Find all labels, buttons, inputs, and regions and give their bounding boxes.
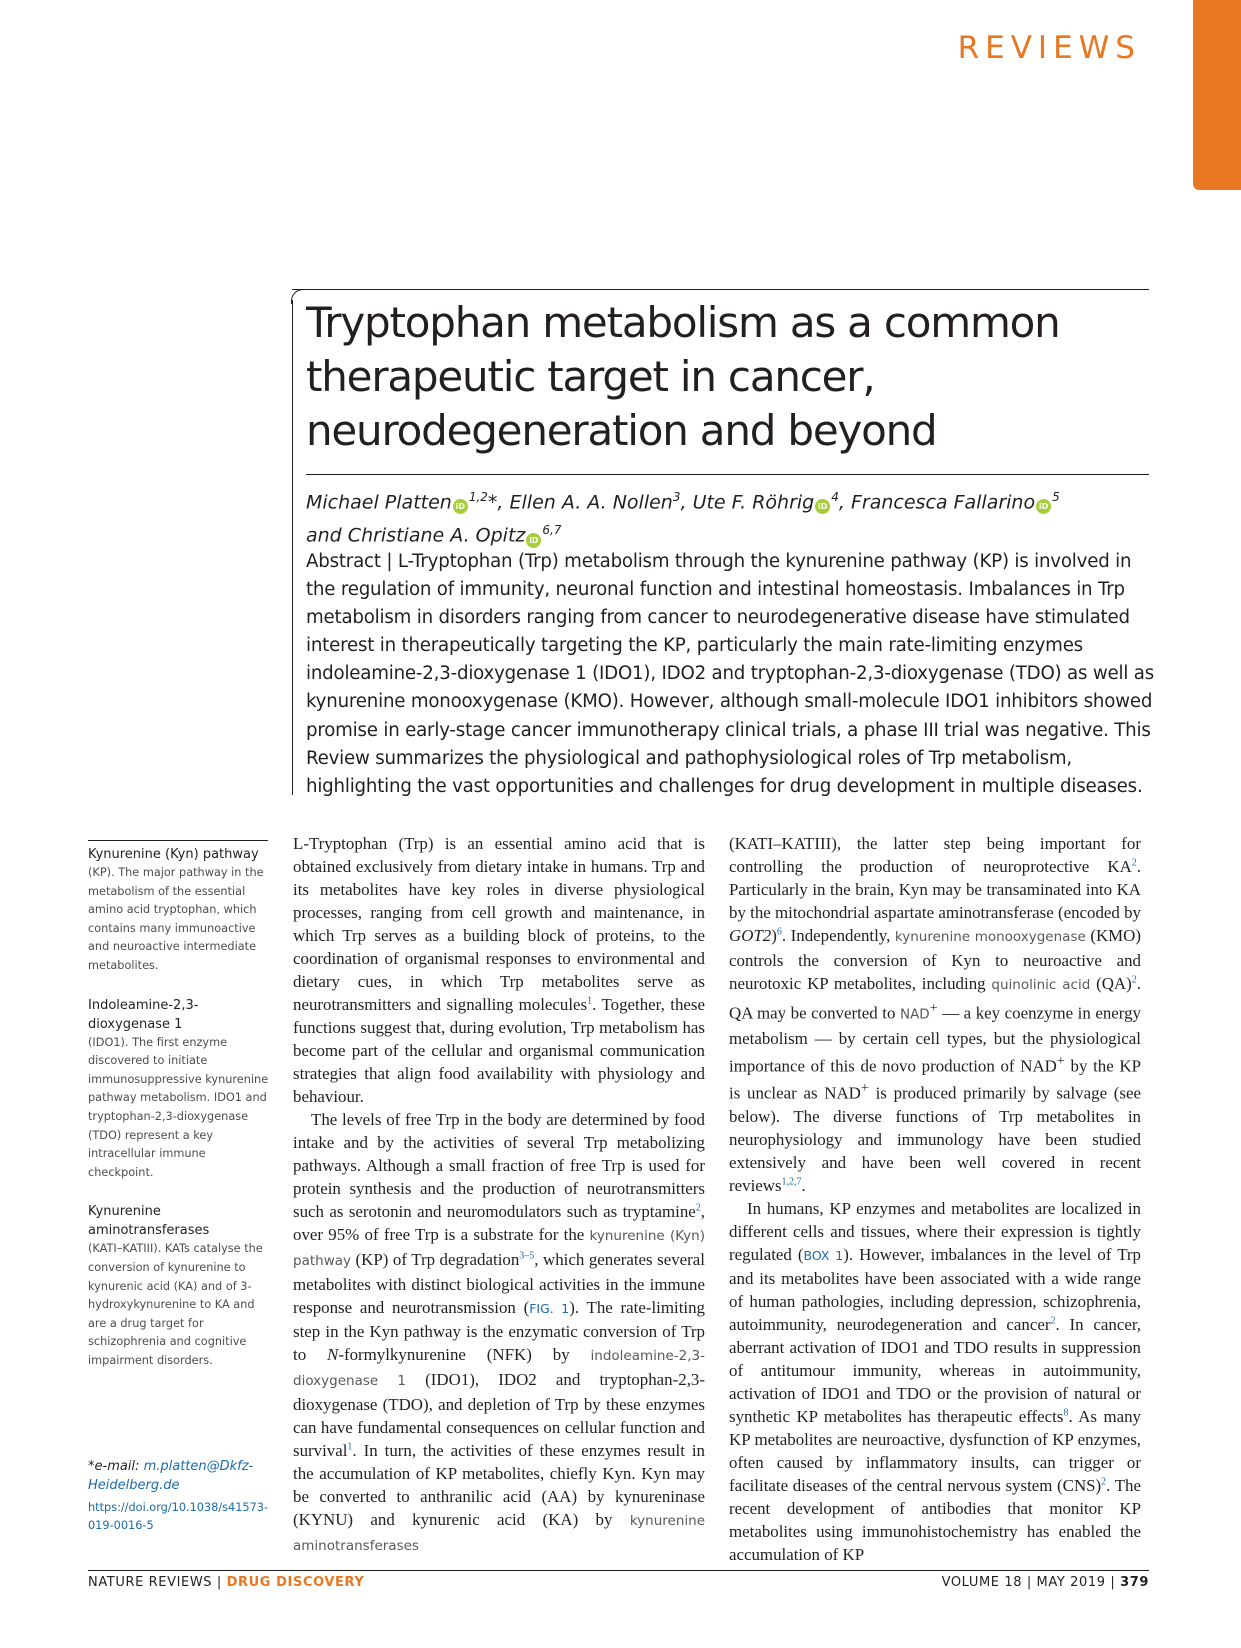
glossary-entry [88, 996, 273, 1183]
email-label: *e-mail: [88, 1459, 144, 1474]
author-name[interactable]: Christiane A. Opitz [347, 524, 526, 547]
citation-ref[interactable]: 1,2,7 [781, 1176, 802, 1188]
abstract-label: Abstract [306, 551, 381, 572]
glossary-definition: (IDO1). The first enzyme discovered to initiate immunosuppressive kynurenine pathway metabolism. IDO1 and tryptophan-2,3-dioxygenase (TDO) represent a key intracellular immune checkpoint. [88, 1035, 269, 1179]
glossary-term: Kynurenine aminotransferases [88, 1204, 210, 1239]
title-underline [306, 474, 1149, 475]
author-name[interactable]: Francesca Fallarino [850, 491, 1036, 514]
glossary-definition: (KP). The major pathway in the metabolism of the essential amino acid tryptophan, which contains many immunoactive and neuroactive intermediate metabolites. [88, 866, 264, 972]
title-top-rule [292, 289, 1149, 290]
abstract-text: L-Tryptophan (Trp) metabolism through the kynurenine pathway (KP) is involved in the regulation of immunity, neuronal function and intestinal homeostasis. Imbalances in Trp metabolism in disorders ranging from cancer to neurodegenerative disease have stimulated interest in therapeutically targeting the KP, particularly the main rate-limiting enzymes indoleamine-2,3-dioxygenase 1 (IDO1), IDO2 and tryptophan-2,3-dioxygenase (TDO) as well as kynurenine monooxygenase (KMO). However, although small-molecule IDO1 inhibitors showed promise in early-stage cancer immunotherapy clinical trials, a phase III trial was negative. This Review summarizes the physiological and pathophysiological roles of Trp metabolism, highlighting the vast opportunities and challenges for drug development in multiple diseases. [306, 551, 1155, 797]
glossary-definition: (KATI–KATIII). KATs catalyse the conversion of kynurenine to kynurenic acid (KA) and of 3-hydroxykynurenine to KA and are a drug target for schizophrenia and cognitive impairment disorders. [88, 1242, 263, 1367]
glossary-term-link[interactable]: quinolinic acid [991, 977, 1091, 993]
citation-ref[interactable]: 2 [1101, 1476, 1107, 1488]
glossary-term: Kynurenine (Kyn) pathway [88, 847, 259, 862]
title-left-rule [292, 300, 293, 795]
glossary-term-link[interactable]: kynurenine monooxygenase [894, 929, 1086, 945]
footer-issue: VOLUME 18 | MAY 2019 | 379 [941, 1575, 1149, 1590]
citation-ref[interactable]: 1 [347, 1441, 353, 1453]
page-number: 379 [1120, 1575, 1149, 1590]
email-line [88, 1457, 278, 1495]
doi-link[interactable]: https://doi.org/10.1038/s41573-019-0016-5 [88, 1501, 269, 1532]
journal-name: NATURE REVIEWS [88, 1575, 213, 1590]
citation-ref[interactable]: 2 [1131, 974, 1137, 986]
footer-journal: NATURE REVIEWS | DRUG DISCOVERY [88, 1575, 365, 1590]
body-paragraph: (KATI–KATIII), the latter step being important for controlling the production of neuroprotective KA$^2$. Particularly in the brain, Kyn may be transaminated into KA by the mitochondrial aspartate aminotransferase (encoded by GOT2)$^6$. Independently, kynurenine monooxygenase (KMO) controls the conversion of Kyn to neuroactive and neurotoxic KP metabolites, including quinolinic acid (QA)$^2$. QA may be converted to NAD+ — a key coenzyme in energy metabolism — by certain cell types, but the physiological importance of this de novo production of NAD+ by the KP is unclear as NAD+ is produced primarily by salvage (see below). The diverse functions of Trp metabolites in neurophysiology and immunology have been studied extensively and have been well covered in recent reviews$^{1,2,7}$. [729, 834, 1142, 1195]
article-title: Tryptophan metabolism as a common therapeutic target in cancer, neurodegeneration and beyond [306, 298, 1060, 455]
body-paragraph: The levels of free Trp in the body are determined by food intake and by the activities of several Trp metabolizing pathways. Although a small fraction of free Trp is used for protein synthesis and the production of neurotransmitters such as serotonin and neuromodulators such as tryptamine$^2$, over 95% of free Trp is a substrate for the kynurenine (Kyn) pathway (KP) of Trp degradation$^{3-5}$, which generates several metabolites with distinct biological activities in the immune response and neurotransmission (FIG. 1). The rate-limiting step in the Kyn pathway is the enzymatic conversion of Trp to N-formylkynurenine (NFK) by indoleamine-2,3-dioxygenase 1 (IDO1), IDO2 and tryptophan-2,3-dioxygenase (TDO), and depletion of Trp by these enzymes can have fundamental consequences on cellular function and survival$^1$. In turn, the activities of these enzymes result in the accumulation of KP metabolites, chiefly Kyn. Kyn may be converted to anthranilic acid (AA) by kynureninase (KYNU) and kynurenic acid (KA) by kynurenine aminotransferases [293, 1110, 705, 1554]
citation-ref[interactable]: 2 [1131, 857, 1137, 869]
journal-section: DRUG DISCOVERY [226, 1575, 365, 1590]
glossary-term-link[interactable]: NAD [899, 1006, 930, 1023]
author-affiliation: 6,7 [542, 523, 562, 538]
correspondence-block [88, 1457, 278, 1535]
section-label: REVIEWS [957, 30, 1141, 66]
footer-rule [88, 1570, 1149, 1571]
glossary-rule [88, 840, 268, 841]
author-name[interactable]: Michael Platten [306, 491, 452, 514]
figure-ref[interactable]: FIG. 1 [529, 1301, 570, 1316]
body-column-2 [729, 832, 1141, 1566]
box-ref[interactable]: BOX 1 [803, 1247, 844, 1263]
glossary-entry [88, 1202, 273, 1370]
citation-ref[interactable]: 2 [1050, 1315, 1056, 1327]
citation-ref[interactable]: 1 [587, 995, 593, 1007]
orcid-icon[interactable]: iD [815, 499, 830, 514]
body-column-1 [293, 832, 705, 1558]
page-footer [88, 1575, 1149, 1599]
volume: VOLUME 18 [941, 1575, 1023, 1590]
body-paragraph: L-Tryptophan (Trp) is an essential amino acid that is obtained exclusively from dietary intake in humans. Trp and its metabolites have key roles in diverse physiological processes, ranging from cell growth and maintenance, in which Trp serves as a building block of proteins, to the coordination of organismal responses to environmental and dietary cues, in which Trp metabolites serve as neurotransmitters and signalling molecules$^1$. Together, these functions suggest that, during evolution, Trp metabolism has become part of the cellular and organismal communication strategies that align food availability with physiology and behaviour. [293, 834, 706, 1106]
corresponding-mark: * [487, 491, 498, 514]
citation-ref[interactable]: 8 [1063, 1407, 1069, 1419]
citation-ref[interactable]: 6 [776, 926, 782, 938]
email-link[interactable]: m.platten@Dkfz-Heidelberg.de [88, 1459, 254, 1493]
orcid-icon[interactable]: iD [526, 533, 541, 548]
author-affiliation: 3 [672, 490, 681, 504]
citation-ref[interactable]: 3–5 [519, 1250, 535, 1262]
author-affiliation: 5 [1052, 490, 1060, 504]
author-name[interactable]: Ellen A. A. Nollen [509, 491, 673, 514]
author-name[interactable]: Ute F. Röhrig [692, 491, 815, 514]
glossary-entry [88, 840, 273, 976]
author-list: Michael Platten iD$^{1,2}$*, Ellen A. A. Nollen$^3$, Ute F. Röhrig $iD^4$, Francesca Fallarino $iD^5$ and Christiane A. Opitz iD$^{6,7}$ [306, 490, 1060, 547]
glossary-sidebar [88, 840, 273, 1390]
author-affiliation: 4 [831, 490, 839, 504]
issue-date: MAY 2019 [1036, 1575, 1106, 1590]
glossary-term-link[interactable]: indoleamine-2,3-dioxygenase 1 [293, 1348, 705, 1389]
body-paragraph: In humans, KP enzymes and metabolites are localized in different cells and tissues, where their expression is tightly regulated (BOX 1). However, imbalances in the level of Trp and its metabolites have been associated with a wide range of human pathologies, including depression, schizophrenia, autoimmunity, neurodegeneration and cancer$^2$. In cancer, aberrant activation of IDO1 and TDO results in suppression of antitumour immunity, whereas in autoimmunity, activation of IDO1 and TDO or the provision of natural or synthetic KP metabolites has therapeutic effects$^8$. As many KP metabolites are neuroactive, dysfunction of KP enzymes, often caused by inflammatory insults, can trigger or facilitate diseases of the central nervous system (CNS)$^2$. The recent development of antibodies that monitor KP metabolites using immunohistochemistry has enabled the accumulation of KP [729, 1198, 1142, 1564]
orcid-icon[interactable]: iD [453, 499, 468, 514]
author-affiliation: 1,2 [468, 490, 488, 504]
glossary-term-link[interactable]: kynurenine (Kyn) pathway [293, 1228, 705, 1269]
citation-ref[interactable]: 2 [695, 1202, 701, 1214]
abstract: Abstract | L-Tryptophan (Trp) metabolism through the kynurenine pathway (KP) is involved in the regulation of immunity, neuronal function and intestinal homeostasis. Imbalances in Trp metabolism in disorders ranging from cancer to neurodegenerative disease have stimulated interest in therapeutically targeting the KP, particularly the main rate-limiting enzymes indoleamine-2,3-dioxygenase 1 (IDO1), IDO2 and tryptophan-2,3-dioxygenase (TDO) as well as kynurenine monooxygenase (KMO). However, although small-molecule IDO1 inhibitors showed promise in early-stage cancer immunotherapy clinical trials, a phase III trial was negative. This Review summarizes the physiological and pathophysiological roles of Trp metabolism, highlighting the vast opportunities and challenges for drug development in multiple diseases. [306, 551, 1155, 797]
glossary-term: Indoleamine-2,3-dioxygenase 1 [88, 997, 199, 1032]
orcid-icon[interactable]: iD [1036, 499, 1051, 514]
glossary-term-link[interactable]: kynurenine aminotransferases [293, 1513, 705, 1554]
section-color-tab [1193, 0, 1241, 190]
